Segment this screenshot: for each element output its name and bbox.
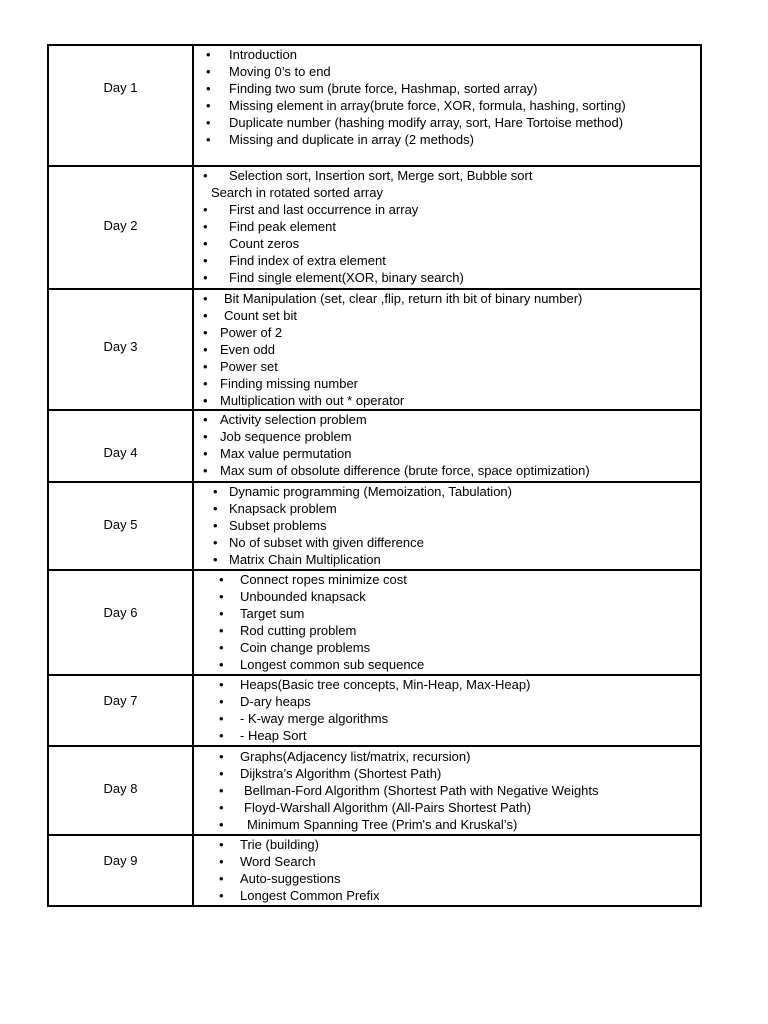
day-row: [49, 167, 700, 290]
day-row: [49, 747, 700, 836]
topic-item: • Longest common sub sequence: [194, 656, 700, 673]
day-label: Day 8: [103, 781, 138, 796]
day-row: [49, 411, 700, 483]
topic-item: • Trie (building): [194, 836, 700, 853]
topics-cell: [194, 676, 700, 745]
day-cell: [49, 46, 194, 165]
topic-item: • Target sum: [194, 605, 700, 622]
topic-item: • Finding missing number: [194, 375, 700, 392]
topic-item: • Unbounded knapsack: [194, 588, 700, 605]
topic-item: • Moving 0’s to end: [194, 63, 700, 80]
topic-item: • Missing element in array(brute force, XOR, formula, hashing, sorting): [194, 97, 700, 114]
topic-list: [194, 483, 700, 568]
topic-list: [194, 836, 700, 904]
topic-item: • Bellman-Ford Algorithm (Shortest Path with Negative Weights: [194, 782, 700, 799]
topic-item: • Connect ropes minimize cost: [194, 571, 700, 588]
topic-item: • Selection sort, Insertion sort, Merge sort, Bubble sort: [194, 167, 700, 184]
topic-list: [194, 290, 700, 409]
topic-item: • Max sum of obsolute difference (brute force, space optimization): [194, 462, 700, 479]
topic-item: • Find single element(XOR, binary search): [194, 269, 700, 286]
topic-item: • Introduction: [194, 46, 700, 63]
topic-list: [194, 411, 700, 479]
topic-item: • Even odd: [194, 341, 700, 358]
day-row: [49, 483, 700, 571]
schedule-table: [47, 44, 702, 907]
day-label: Day 1: [103, 80, 138, 95]
topic-item-unbulleted: Search in rotated sorted array: [211, 185, 383, 200]
topic-item: • Count set bit: [194, 307, 700, 324]
day-cell: [49, 483, 194, 569]
day-cell: [49, 676, 194, 745]
topic-list: [194, 676, 700, 744]
topic-item: • Matrix Chain Multiplication: [194, 551, 700, 568]
topic-item: • Longest Common Prefix: [194, 887, 700, 904]
topic-item: • Bit Manipulation (set, clear ,flip, return ith bit of binary number): [194, 290, 700, 307]
day-cell: [49, 571, 194, 674]
topic-item: • Count zeros: [194, 235, 700, 252]
day-label: Day 2: [103, 218, 138, 233]
topics-cell: [194, 167, 700, 288]
topic-list: [194, 167, 700, 286]
day-cell: [49, 836, 194, 905]
topics-cell: [194, 571, 700, 674]
topic-item: • Subset problems: [194, 517, 700, 534]
topic-item: • Dijkstra’s Algorithm (Shortest Path): [194, 765, 700, 782]
topics-cell: [194, 747, 700, 834]
topic-list: [194, 46, 700, 148]
topic-item: • Floyd-Warshall Algorithm (All-Pairs Shortest Path): [194, 799, 700, 816]
day-label: Day 5: [103, 517, 138, 532]
topic-item: • Activity selection problem: [194, 411, 700, 428]
topic-item: • Power of 2: [194, 324, 700, 341]
day-row: [49, 46, 700, 167]
topic-item: • First and last occurrence in array: [194, 201, 700, 218]
day-row: [49, 836, 700, 905]
topic-item: • Missing and duplicate in array (2 methods): [194, 131, 700, 148]
topics-cell: [194, 836, 700, 905]
day-row: [49, 676, 700, 747]
day-row: [49, 571, 700, 676]
topic-item: • Find peak element: [194, 218, 700, 235]
topics-cell: [194, 411, 700, 481]
day-cell: [49, 747, 194, 834]
topic-item: • Duplicate number (hashing modify array, sort, Hare Tortoise method): [194, 114, 700, 131]
topic-item: • Multiplication with out * operator: [194, 392, 700, 409]
day-label: Day 6: [103, 605, 138, 620]
topic-item: • Dynamic programming (Memoization, Tabulation): [194, 483, 700, 500]
topic-list: [194, 748, 700, 833]
topic-item: • Heaps(Basic tree concepts, Min-Heap, Max-Heap): [194, 676, 700, 693]
day-label: Day 3: [103, 339, 138, 354]
topics-cell: [194, 483, 700, 569]
topic-item: • Minimum Spanning Tree (Prim's and Kruskal’s): [194, 816, 700, 833]
day-label: Day 7: [103, 693, 138, 708]
topic-item: • Word Search: [194, 853, 700, 870]
topic-item: • Rod cutting problem: [194, 622, 700, 639]
topic-item: • Power set: [194, 358, 700, 375]
topic-item: • D-ary heaps: [194, 693, 700, 710]
topic-item: • - Heap Sort: [194, 727, 700, 744]
day-cell: [49, 411, 194, 481]
day-label: Day 4: [103, 445, 138, 460]
topic-item: • Coin change problems: [194, 639, 700, 656]
topic-item: • Graphs(Adjacency list/matrix, recursion): [194, 748, 700, 765]
topic-item: • Knapsack problem: [194, 500, 700, 517]
day-cell: [49, 167, 194, 288]
topic-item: • Finding two sum (brute force, Hashmap, sorted array): [194, 80, 700, 97]
day-cell: [49, 290, 194, 409]
day-row: [49, 290, 700, 411]
topic-list: [194, 571, 700, 673]
topic-item: • Job sequence problem: [194, 428, 700, 445]
topics-cell: [194, 290, 700, 409]
topic-item: • - K-way merge algorithms: [194, 710, 700, 727]
topic-item: • No of subset with given difference: [194, 534, 700, 551]
topic-item: • Auto-suggestions: [194, 870, 700, 887]
topic-item: • Find index of extra element: [194, 252, 700, 269]
topics-cell: [194, 46, 700, 165]
day-label: Day 9: [103, 853, 138, 868]
topic-item: • Max value permutation: [194, 445, 700, 462]
